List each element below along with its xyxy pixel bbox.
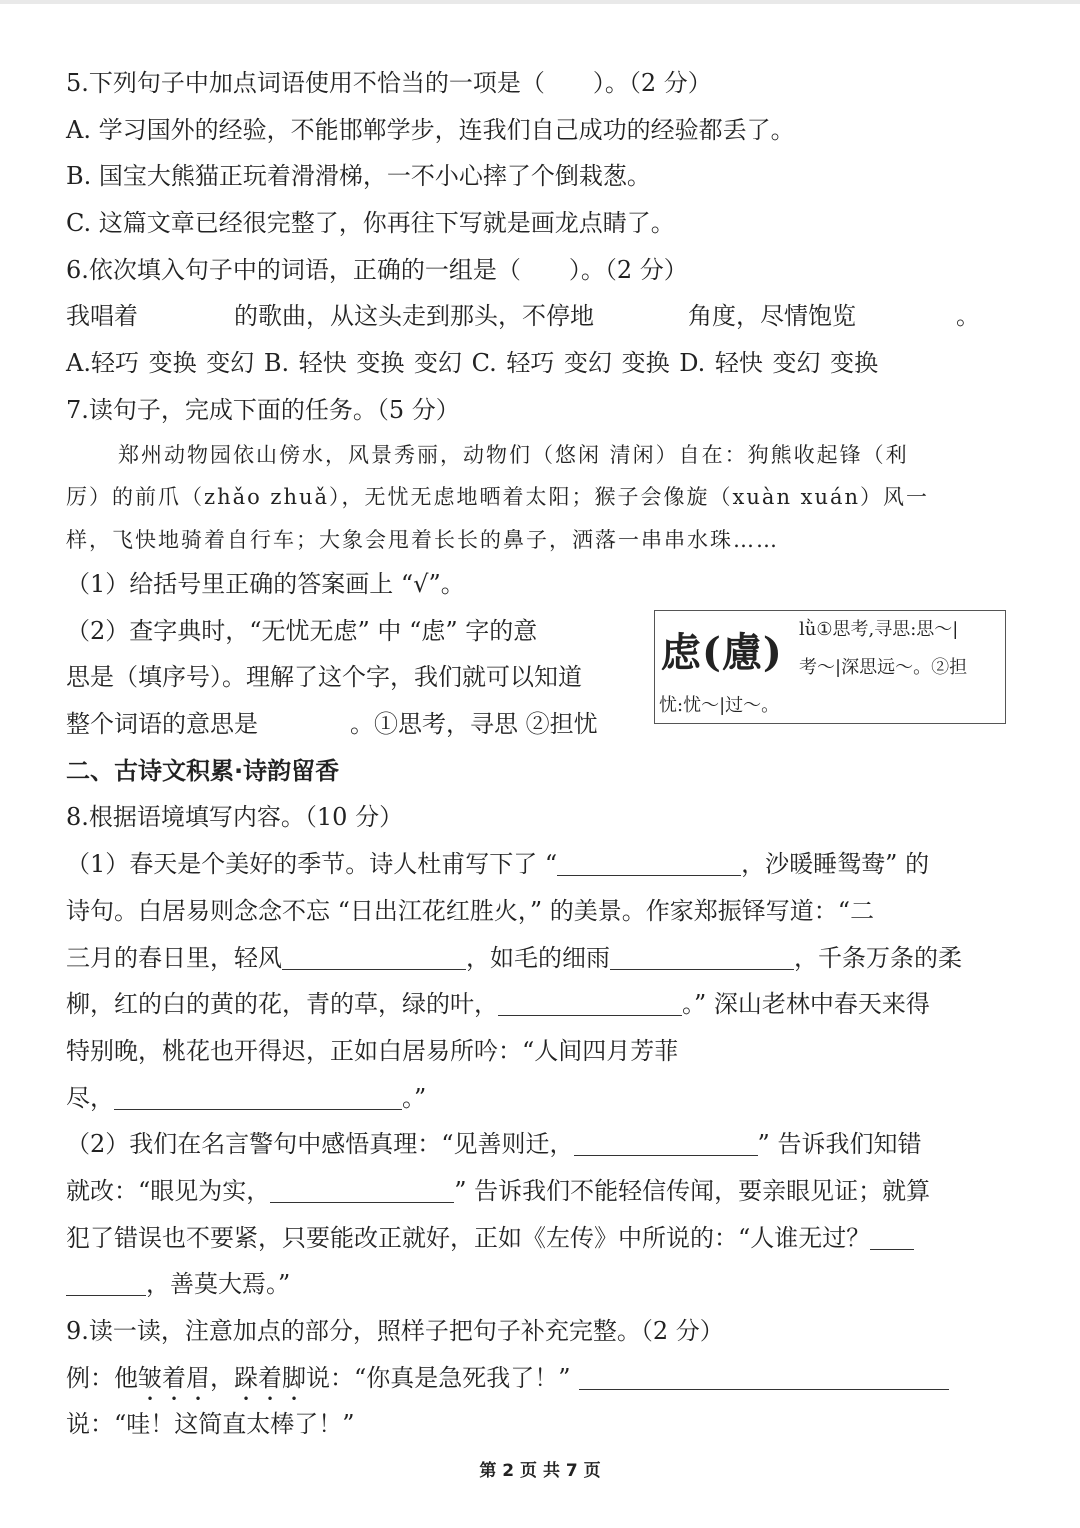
q5-option-c: C. 这篇文章已经很完整了，你再往下写就是画龙点睛了。	[66, 209, 675, 238]
q8-line7	[66, 1121, 1016, 1168]
q8-line1	[66, 841, 1016, 888]
exam-page	[66, 60, 1016, 1448]
q7-passage-line3: 样，飞快地骑着自行车；大象会甩着长长的鼻子，洒落一串串水珠……	[66, 527, 779, 552]
q8-line1b: ，沙暖睡鸳鸯” 的	[741, 850, 930, 879]
q7-sub2-line2: 思是（填序号）。理解了这个字，我们就可以知道	[66, 663, 582, 692]
answer-blank[interactable]	[610, 941, 794, 970]
answer-blank[interactable]	[270, 1174, 454, 1203]
answer-blank[interactable]	[557, 847, 741, 876]
q8-line3a: 三月的春日里，轻风	[66, 943, 282, 972]
q8-line3	[66, 935, 1016, 982]
q9-dotted-phrase-1: 皱着眉	[138, 1363, 210, 1392]
dictionary-definition-1: lǜ①思考,寻思:思～|	[799, 618, 959, 640]
page-footer: 第 2 页 共 7 页	[479, 1461, 601, 1481]
answer-blank[interactable]	[574, 1127, 758, 1156]
top-border	[0, 0, 1080, 4]
q8-line9-text: 犯了错误也不要紧，只要能改正就好，正如《左传》中所说的：“人谁无过？	[66, 1223, 871, 1252]
q9-example-c: 说：“你真是急死我了！”	[306, 1363, 571, 1392]
q8-line8a: 就改：“眼见为实，	[66, 1176, 271, 1205]
q8-line6b: 。”	[402, 1083, 427, 1112]
q8-line6a: 尽，	[66, 1083, 114, 1112]
dictionary-definition-2: 考～|深思远～。②担	[799, 656, 968, 678]
q5-option-b: B. 国宝大熊猫正玩着滑滑梯，一不小心摔了个倒栽葱。	[66, 162, 651, 191]
q6-part3: 角度，尽情饱览	[688, 302, 856, 331]
dictionary-headword: 虑(慮)	[661, 628, 783, 676]
answer-blank[interactable]	[66, 1267, 146, 1296]
q8-line4	[66, 981, 1016, 1028]
q5-stem: 5.下列句子中加点词语使用不恰当的一项是（ ）。（2 分）	[66, 69, 712, 97]
q8-line3b: ，如毛的细雨	[466, 943, 610, 972]
answer-blank[interactable]	[870, 1221, 914, 1250]
q6-part1: 我唱着	[66, 302, 138, 331]
answer-blank[interactable]	[498, 987, 682, 1016]
q6-stem: 6.依次填入句子中的词语，正确的一组是（ ）。（2 分）	[66, 255, 688, 284]
q8-line10-text: ，善莫大焉。”	[146, 1270, 291, 1299]
q7-sub1: （1）给括号里正确的答案画上 “√”。	[66, 570, 465, 598]
q8-line9	[66, 1215, 1016, 1262]
q7-sub2-line3	[66, 701, 636, 748]
dictionary-entry-box	[654, 610, 1006, 724]
section-2-heading: 二、古诗文积累·诗韵留香	[66, 756, 340, 785]
answer-blank[interactable]	[114, 1081, 402, 1110]
q7-sub2-block	[66, 608, 1016, 748]
q6-options: A.轻巧 变换 变幻 B. 轻快 变换 变幻 C. 轻巧 变幻 变换 D. 轻快 变幻 变换	[66, 349, 879, 378]
q8-line5: 特别晚，桃花也开得迟，正如白居易所吟：“人间四月芳菲	[66, 1036, 679, 1065]
q8-line8	[66, 1168, 1016, 1215]
q9-example-b: ，	[210, 1363, 234, 1392]
q8-line10	[66, 1261, 1016, 1308]
q8-stem: 8.根据语境填写内容。（10 分）	[66, 803, 404, 832]
q6-sentence	[66, 293, 1016, 340]
q8-line7a: （2）我们在名言警句中感悟真理：“见善则迁，	[66, 1130, 574, 1159]
q7-passage-line2: 厉）的前爪（zhǎo zhuǎ），无忧无虑地晒着太阳；猴子会像旋（xuàn xuán）风一	[66, 485, 930, 509]
q8-line6	[66, 1075, 1016, 1122]
q9-dotted-phrase-2: 跺着脚	[234, 1363, 306, 1392]
q9-example	[66, 1355, 1016, 1402]
q8-line7b: ” 告诉我们知错	[757, 1130, 922, 1159]
q7-sub2-line3a: 整个词语的意思是	[66, 710, 258, 739]
q8-line4a: 柳，红的白的黄的花，青的草，绿的叶，	[66, 990, 498, 1019]
q8-line1a: （1）春天是个美好的季节。诗人杜甫写下了 “	[66, 850, 558, 879]
q7-passage-line1: 郑州动物园依山傍水，风景秀丽，动物们（悠闲 清闲）自在：狗熊收起锋（利	[118, 442, 909, 467]
q5-option-a: A. 学习国外的经验，不能邯郸学步，连我们自己成功的经验都丢了。	[66, 115, 795, 144]
q9-line2: 说：“哇！这简直太棒了！”	[66, 1410, 355, 1439]
answer-blank[interactable]	[579, 1361, 949, 1390]
q7-stem: 7.读句子，完成下面的任务。（5 分）	[66, 395, 460, 424]
q9-stem: 9.读一读，注意加点的部分，照样子把句子补充完整。（2 分）	[66, 1317, 724, 1345]
q7-sub2-line3b: 。①思考，寻思 ②担忧	[350, 710, 598, 739]
q8-line4b: 。” 深山老林中春天来得	[682, 990, 930, 1019]
q6-part4: 。	[956, 302, 980, 331]
dictionary-definition-3: 忧:忧～|过～。	[659, 694, 780, 716]
q8-line8b: ” 告诉我们不能轻信传闻，要亲眼见证；就算	[454, 1176, 931, 1205]
q8-line2: 诗句。白居易则念念不忘 “日出江花红胜火，” 的美景。作家郑振铎写道：“二	[66, 896, 875, 925]
q9-example-a: 例：他	[66, 1363, 138, 1392]
q7-sub2-line1: （2）查字典时，“无忧无虑” 中 “虑” 字的意	[66, 616, 538, 645]
answer-blank[interactable]	[282, 941, 466, 970]
q8-line3c: ，千条万条的柔	[794, 943, 962, 972]
q6-part2: 的歌曲，从这头走到那头，不停地	[234, 302, 594, 331]
